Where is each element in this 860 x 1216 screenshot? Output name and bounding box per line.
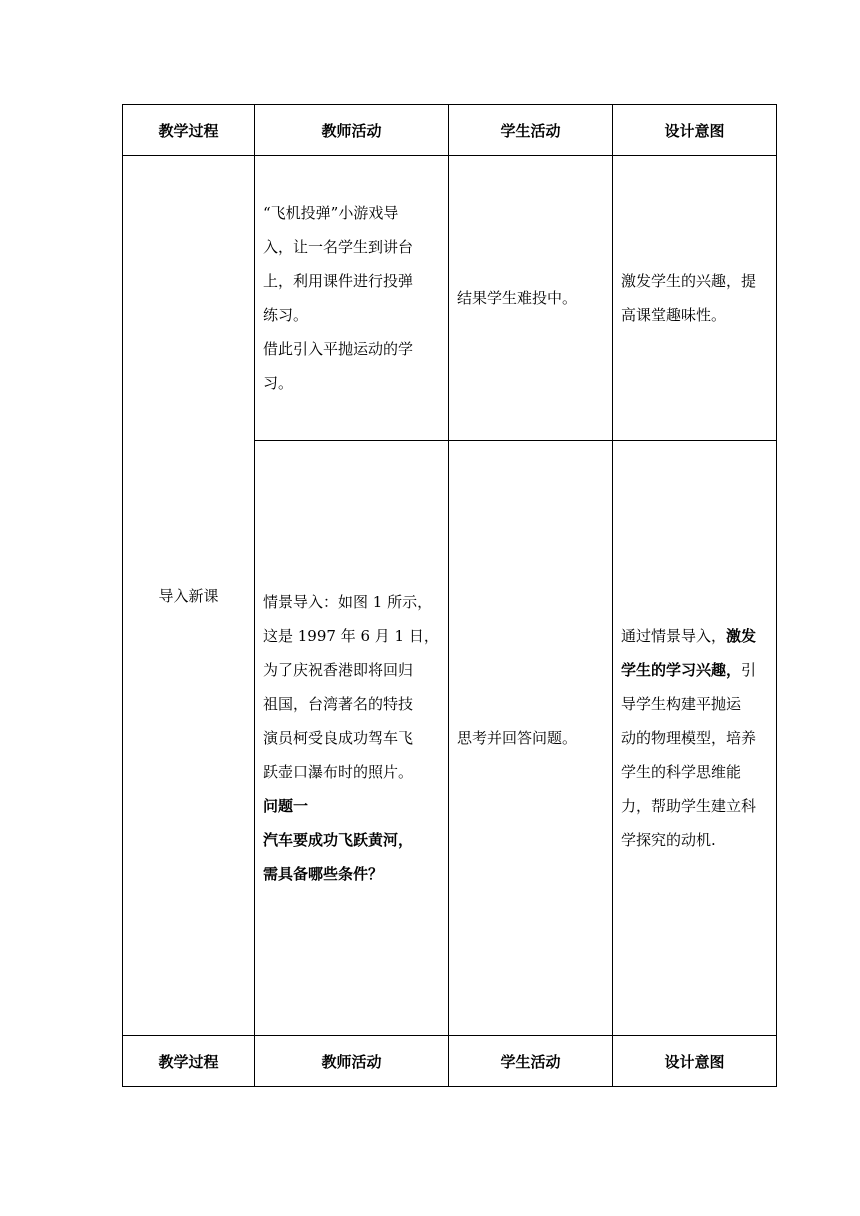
- intent-line: 激发学生的兴趣，提: [621, 272, 757, 290]
- table-footer-row: [123, 1036, 777, 1087]
- teacher-line: 祖国，台湾著名的特技: [263, 695, 414, 713]
- footer-design-intent: 设计意图: [613, 1036, 777, 1087]
- teacher-line: 跃壶口瀑布时的照片。: [263, 763, 414, 781]
- footer-student-activity: 学生活动: [449, 1036, 613, 1087]
- question-line: 汽车要成功飞跃黄河，: [263, 831, 414, 849]
- header-process: 教学过程: [123, 105, 255, 156]
- teacher-line: 这是 1997 年 6 月 1 日，: [263, 627, 439, 645]
- teacher-line: 情景导入：如图 1 所示，: [263, 593, 433, 611]
- intent-line: 动的物理模型，培养: [621, 729, 757, 747]
- teacher-line: 习。: [263, 374, 294, 392]
- intent-line: 高课堂趣味性。: [621, 306, 727, 324]
- stage-cell: [123, 156, 255, 1036]
- question-title: 问题一: [263, 797, 309, 815]
- teacher-line: “飞机投弹”小游戏导: [263, 204, 399, 222]
- student-activity-cell: [449, 441, 613, 1036]
- header-teacher-activity: 教师活动: [255, 105, 449, 156]
- stage-label: 导入新课: [158, 587, 219, 605]
- teacher-line: 演员柯受良成功驾车飞: [263, 729, 414, 747]
- student-activity-text: 结果学生难投中。: [457, 289, 578, 307]
- intent-line: 学探究的动机.: [621, 831, 716, 849]
- intent-line: 学生的科学思维能: [621, 763, 742, 781]
- question-line: 需具备哪些条件？: [263, 865, 384, 883]
- student-activity-text: 思考并回答问题。: [457, 729, 578, 747]
- teacher-line: 借此引入平抛运动的学: [263, 340, 414, 358]
- student-activity-cell: [449, 156, 613, 441]
- intent-emphasis: 学生的学习兴趣，: [621, 661, 742, 679]
- table-row: [123, 156, 777, 441]
- footer-process: 教学过程: [123, 1036, 255, 1087]
- footer-teacher-activity: 教师活动: [255, 1036, 449, 1087]
- intent-text: 通过情景导入，: [621, 627, 727, 645]
- teacher-line: 为了庆祝香港即将回归: [263, 661, 414, 679]
- teacher-line: 上，利用课件进行投弹: [263, 272, 414, 290]
- table-header-row: [123, 105, 777, 156]
- intent-line: [621, 619, 768, 653]
- header-design-intent: 设计意图: [613, 105, 777, 156]
- intent-line: 导学生构建平抛运: [621, 695, 742, 713]
- intent-emphasis: 激发: [726, 627, 757, 645]
- teacher-activity-cell: [255, 441, 449, 1036]
- lesson-plan-table: [122, 104, 777, 1087]
- teacher-activity-cell: [255, 156, 449, 441]
- design-intent-cell: [613, 441, 777, 1036]
- intent-text: 引: [741, 661, 757, 679]
- intent-line: [621, 653, 768, 687]
- design-intent-cell: [613, 156, 777, 441]
- teacher-line: 练习。: [263, 306, 309, 324]
- header-student-activity: 学生活动: [449, 105, 613, 156]
- intent-line: 力，帮助学生建立科: [621, 797, 757, 815]
- teacher-line: 入，让一名学生到讲台: [263, 238, 414, 256]
